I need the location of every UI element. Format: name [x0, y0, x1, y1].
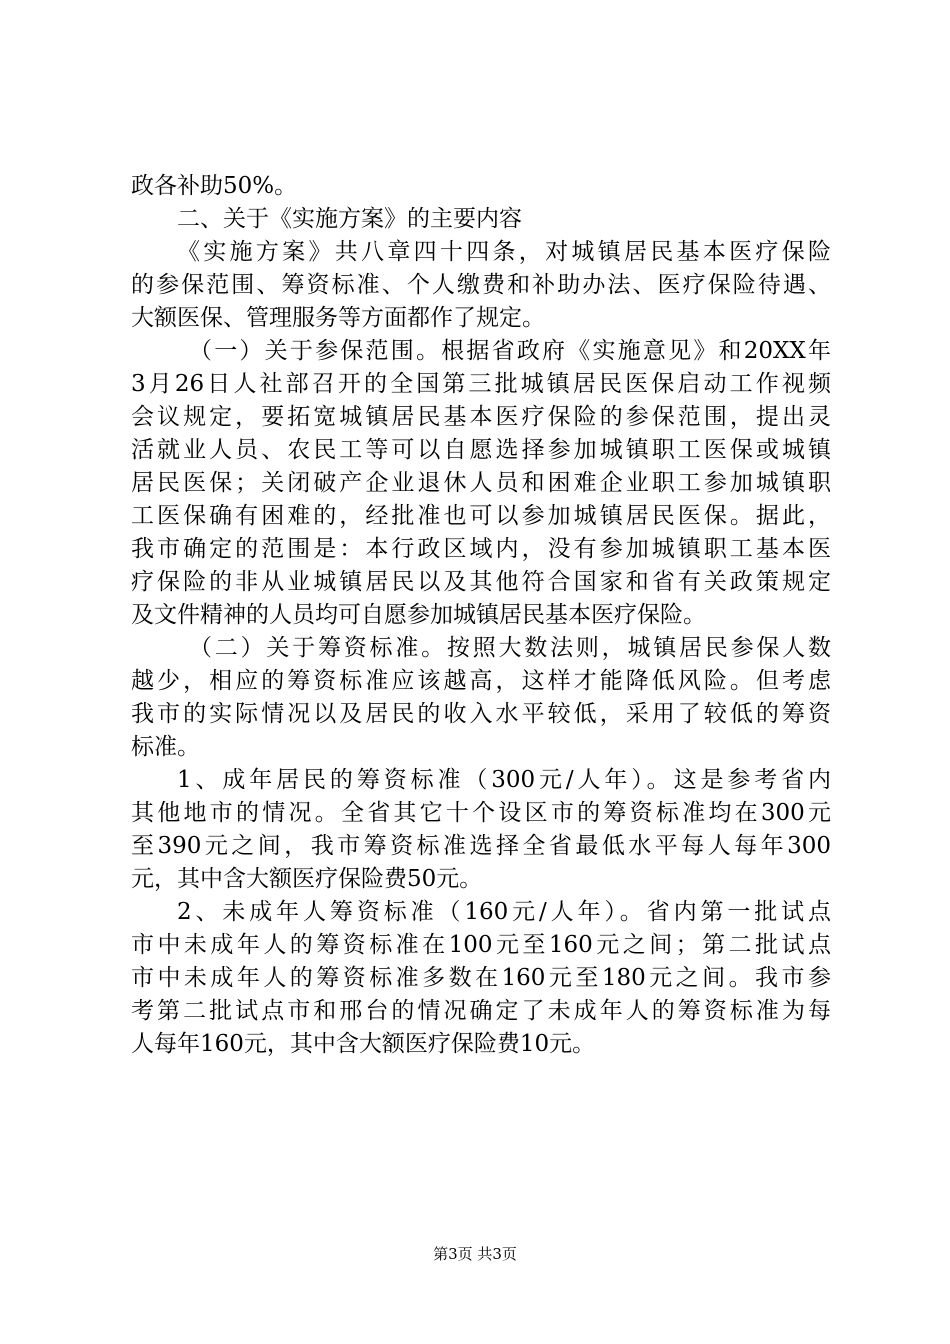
text-line: 二、关于《实施方案》的主要内容 — [177, 206, 522, 232]
text-line: 市中未成年人的筹资标准在100元至160元之间；第二批试点 — [131, 932, 831, 958]
text-line: 我市确定的范围是：本行政区域内，没有参加城镇职工基本医 — [131, 536, 831, 562]
text-line: 标准。 — [131, 734, 200, 760]
document-body — [131, 170, 831, 1061]
text-line: 《实施方案》共八章四十四条，对城镇居民基本医疗保险 — [177, 239, 831, 265]
paragraph — [131, 896, 831, 1061]
text-line: 工医保确有困难的，经批准也可以参加城镇居民医保。据此， — [131, 503, 831, 529]
paragraph — [131, 335, 831, 632]
section-heading — [131, 203, 831, 236]
text-line: 考第二批试点市和邢台的情况确定了未成年人的筹资标准为每 — [131, 998, 831, 1024]
text-line: 越少，相应的筹资标准应该越高，这样才能降低风险。但考虑 — [131, 668, 831, 694]
text-line: 人每年160元，其中含大额医疗保险费10元。 — [131, 1031, 596, 1057]
text-line: 我市的实际情况以及居民的收入水平较低，采用了较低的筹资 — [131, 701, 831, 727]
text-line: 至390元之间，我市筹资标准选择全省最低水平每人每年300 — [131, 833, 831, 859]
text-line: 活就业人员、农民工等可以自愿选择参加城镇职工医保或城镇 — [131, 437, 831, 463]
paragraph — [131, 170, 831, 203]
text-line: 及文件精神的人员均可自愿参加城镇居民基本医疗保险。 — [131, 602, 706, 628]
text-line: 政各补助50%。 — [131, 173, 298, 199]
paragraph — [131, 236, 831, 335]
text-line: 的参保范围、筹资标准、个人缴费和补助办法、医疗保险待遇、 — [131, 272, 831, 298]
text-line: （一）关于参保范围。根据省政府《实施意见》和20XX年 — [189, 338, 831, 364]
text-line: 2、未成年人筹资标准（160元/人年）。省内第一批试点 — [177, 899, 831, 925]
text-line: 其他地市的情况。全省其它十个设区市的筹资标准均在300元 — [131, 800, 831, 826]
text-line: 市中未成年人的筹资标准多数在160元至180元之间。我市参 — [131, 965, 831, 991]
page-number: 第3页 共3页 — [433, 1245, 517, 1263]
paragraph — [131, 764, 831, 896]
text-line: 大额医保、管理服务等方面都作了规定。 — [131, 305, 545, 331]
text-line: 元，其中含大额医疗保险费50元。 — [131, 866, 483, 892]
text-line: 疗保险的非从业城镇居民以及其他符合国家和省有关政策规定 — [131, 569, 831, 595]
paragraph — [131, 632, 831, 764]
text-line: 1、成年居民的筹资标准（300元/人年）。这是参考省内 — [177, 767, 831, 793]
text-line: 居民医保；关闭破产企业退休人员和困难企业职工参加城镇职 — [131, 470, 831, 496]
text-line: 3月26日人社部召开的全国第三批城镇居民医保启动工作视频 — [131, 371, 831, 397]
text-line: 会议规定，要拓宽城镇居民基本医疗保险的参保范围，提出灵 — [131, 404, 831, 430]
text-line: （二）关于筹资标准。按照大数法则，城镇居民参保人数 — [189, 635, 831, 661]
